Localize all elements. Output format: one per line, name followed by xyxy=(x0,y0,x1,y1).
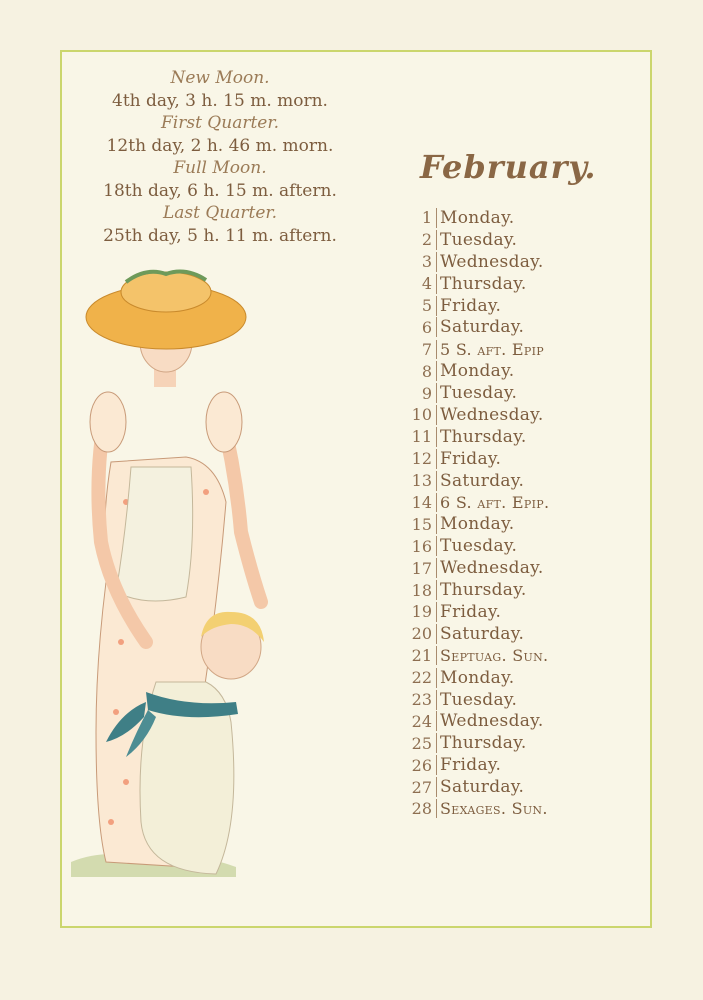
moon-phase-label: Full Moon. xyxy=(173,158,267,178)
day-name: Thursday. xyxy=(436,580,527,600)
day-row xyxy=(404,251,549,273)
day-row xyxy=(404,623,549,645)
day-number: 15 xyxy=(411,514,432,534)
day-name: Saturday. xyxy=(436,471,524,491)
day-number: 4 xyxy=(421,274,432,294)
moon-phases xyxy=(70,67,370,247)
day-row xyxy=(404,448,549,470)
day-row xyxy=(404,754,549,776)
day-name: Tuesday. xyxy=(436,690,517,710)
day-row xyxy=(404,513,549,535)
moon-first-quarter xyxy=(70,112,370,157)
day-row xyxy=(404,776,549,798)
day-row xyxy=(404,535,549,557)
day-row xyxy=(404,316,549,338)
day-row xyxy=(404,360,549,382)
day-row xyxy=(404,710,549,732)
moon-new xyxy=(70,67,370,112)
day-number: 5 xyxy=(421,296,432,315)
day-number: 25 xyxy=(411,733,432,753)
day-number: 28 xyxy=(411,799,432,819)
day-name: Tuesday. xyxy=(436,383,517,403)
day-row xyxy=(404,601,549,623)
moon-full xyxy=(70,157,370,202)
month-title: February. xyxy=(420,148,597,186)
day-row xyxy=(404,404,549,426)
day-name: Tuesday. xyxy=(436,536,517,556)
day-name: Sexages. Sun. xyxy=(436,799,548,818)
day-row xyxy=(404,338,549,360)
day-row xyxy=(404,689,549,711)
day-name: 5 S. aft. Epip xyxy=(436,340,544,359)
moon-phase-label: First Quarter. xyxy=(160,113,280,133)
day-number: 18 xyxy=(411,580,432,600)
day-row xyxy=(404,426,549,448)
day-row xyxy=(404,492,549,514)
day-name: Tuesday. xyxy=(436,230,517,250)
moon-phase-label: New Moon. xyxy=(170,68,270,88)
day-number: 23 xyxy=(411,690,432,710)
day-row xyxy=(404,229,549,251)
day-name: Monday. xyxy=(436,361,514,381)
day-name: Thursday. xyxy=(436,274,527,294)
moon-phase-time: 25th day, 5 h. 11 m. aftern. xyxy=(103,225,337,246)
day-number: 26 xyxy=(411,755,432,775)
day-name: Monday. xyxy=(436,668,514,688)
day-number: 13 xyxy=(411,471,432,491)
day-name: Friday. xyxy=(436,755,501,775)
day-row xyxy=(404,207,549,229)
day-name: Friday. xyxy=(436,602,501,622)
moon-last-quarter xyxy=(70,202,370,247)
day-list xyxy=(404,207,549,820)
day-row xyxy=(404,645,549,667)
day-number: 20 xyxy=(411,624,432,644)
day-name: Wednesday. xyxy=(436,558,544,578)
day-number: 8 xyxy=(421,361,432,381)
day-number: 17 xyxy=(411,558,432,578)
day-name: Thursday. xyxy=(436,733,527,753)
day-number: 24 xyxy=(411,711,432,731)
day-number: 1 xyxy=(421,208,432,228)
day-number: 27 xyxy=(411,777,432,797)
day-name: Saturday. xyxy=(436,624,524,644)
moon-phase-time: 4th day, 3 h. 15 m. morn. xyxy=(112,90,328,111)
day-name: Friday. xyxy=(436,296,501,316)
day-number: 7 xyxy=(421,339,432,359)
moon-phase-time: 18th day, 6 h. 15 m. aftern. xyxy=(103,180,337,201)
day-number: 14 xyxy=(411,493,432,513)
day-row xyxy=(404,295,549,317)
day-number: 2 xyxy=(421,230,432,250)
day-row xyxy=(404,557,549,579)
day-number: 19 xyxy=(411,602,432,622)
day-number: 3 xyxy=(421,252,432,272)
day-number: 12 xyxy=(411,449,432,469)
day-name: 6 S. aft. Epip. xyxy=(436,493,549,512)
day-row xyxy=(404,273,549,295)
day-number: 11 xyxy=(411,427,432,447)
day-row xyxy=(404,732,549,754)
mother-and-child-illustration xyxy=(66,262,286,892)
day-number: 22 xyxy=(411,668,432,688)
moon-phase-label: Last Quarter. xyxy=(162,203,278,223)
day-number: 21 xyxy=(411,646,432,666)
day-row xyxy=(404,579,549,601)
day-name: Wednesday. xyxy=(436,252,544,272)
day-name: Wednesday. xyxy=(436,711,544,731)
day-name: Monday. xyxy=(436,514,514,534)
day-number: 9 xyxy=(421,383,432,403)
day-name: Wednesday. xyxy=(436,405,544,425)
day-number: 16 xyxy=(411,536,432,556)
day-name: Thursday. xyxy=(436,427,527,447)
day-number: 10 xyxy=(411,405,432,425)
day-name: Monday. xyxy=(436,208,514,228)
day-name: Saturday. xyxy=(436,317,524,337)
day-number: 6 xyxy=(421,317,432,337)
day-name: Saturday. xyxy=(436,777,524,797)
day-row xyxy=(404,470,549,492)
day-name: Septuag. Sun. xyxy=(436,646,548,665)
moon-phase-time: 12th day, 2 h. 46 m. morn. xyxy=(106,135,334,156)
day-row xyxy=(404,382,549,404)
day-name: Friday. xyxy=(436,449,501,469)
day-row xyxy=(404,667,549,689)
day-row xyxy=(404,798,549,820)
